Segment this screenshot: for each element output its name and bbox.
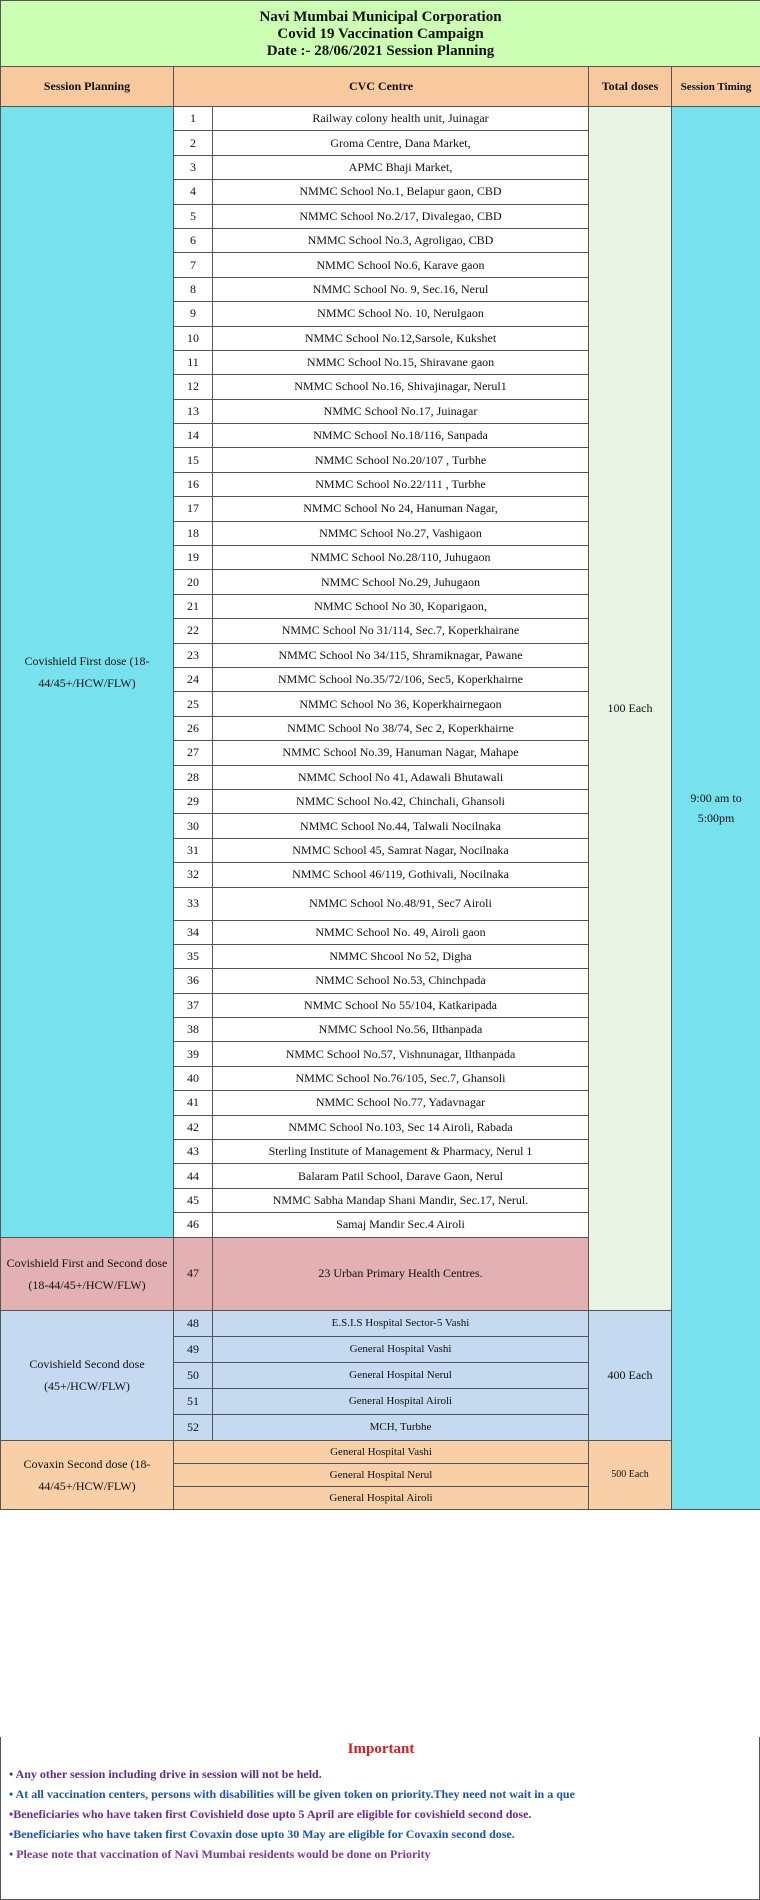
centre-name: NMMC School No.53, Chinchpada xyxy=(213,969,589,993)
centre-name: NMMC School No.18/116, Sanpada xyxy=(213,424,589,448)
centre-name: NMMC School No.35/72/106, Sec5, Koperkhairne xyxy=(213,667,589,691)
note-item: • At all vaccination centers, persons with disabilities will be given token on priority.They need not wait in a que xyxy=(9,1787,575,1801)
centre-number: 12 xyxy=(174,375,213,399)
centre-name: NMMC School No.103, Sec 14 Airoli, Rabada xyxy=(213,1115,589,1139)
group-covishield-first-second-dose: Covishield First and Second dose (18-44/45+/HCW/FLW) xyxy=(1,1237,174,1310)
centre-number: 2 xyxy=(174,131,213,155)
covaxin-centre-name: General Hospital Vashi xyxy=(174,1440,589,1463)
centre-number: 26 xyxy=(174,716,213,740)
centre-name: NMMC School No.15, Shiravane gaon xyxy=(213,350,589,374)
centre-name: NMMC School No.28/110, Juhugaon xyxy=(213,546,589,570)
centre-number: 6 xyxy=(174,228,213,252)
doses-500-each: 500 Each xyxy=(589,1440,672,1509)
centre-number: 50 xyxy=(174,1362,213,1388)
centre-number: 30 xyxy=(174,814,213,838)
centre-number: 29 xyxy=(174,789,213,813)
centre-name: NMMC School No 36, Koperkhairnegaon xyxy=(213,692,589,716)
centre-number: 51 xyxy=(174,1388,213,1414)
centre-number: 45 xyxy=(174,1188,213,1212)
centre-number: 19 xyxy=(174,546,213,570)
centre-number: 1 xyxy=(174,107,213,131)
centre-number: 52 xyxy=(174,1414,213,1440)
centre-number: 5 xyxy=(174,204,213,228)
centre-number: 21 xyxy=(174,594,213,618)
centre-number: 15 xyxy=(174,448,213,472)
centre-number: 11 xyxy=(174,350,213,374)
centre-name: NMMC School No.29, Juhugaon xyxy=(213,570,589,594)
centre-name: NMMC School No.48/91, Sec7 Airoli xyxy=(213,887,589,920)
centre-name: NMMC Sabha Mandap Shani Mandir, Sec.17, Nerul. xyxy=(213,1188,589,1212)
table-row xyxy=(1,107,760,131)
centre-number: 43 xyxy=(174,1140,213,1164)
centre-name: NMMC School No.16, Shivajinagar, Nerul1 xyxy=(213,375,589,399)
centre-name: NMMC School No. 9, Sec.16, Nerul xyxy=(213,277,589,301)
centre-name: NMMC School No.39, Hanuman Nagar, Mahape xyxy=(213,741,589,765)
centre-number: 7 xyxy=(174,253,213,277)
col-session-timing: Session Timing xyxy=(672,67,760,107)
centre-name: General Hospital Nerul xyxy=(213,1362,589,1388)
table-row xyxy=(1,1440,760,1463)
note-item: • Please note that vaccination of Navi Mumbai residents would be done on Priority xyxy=(9,1847,431,1861)
centre-number: 27 xyxy=(174,741,213,765)
centre-name: NMMC School No.77, Yadavnagar xyxy=(213,1091,589,1115)
centre-name: General Hospital Airoli xyxy=(213,1388,589,1414)
centre-number: 22 xyxy=(174,619,213,643)
col-session-planning: Session Planning xyxy=(1,67,174,107)
centre-number: 31 xyxy=(174,838,213,862)
centre-number: 47 xyxy=(174,1237,213,1310)
covaxin-centre-name: General Hospital Nerul xyxy=(174,1463,589,1486)
note-item: •Beneficiaries who have taken first Covishield dose upto 5 April are eligible for covishield second dose. xyxy=(9,1807,532,1821)
title-line-1: Navi Mumbai Municipal Corporation xyxy=(259,8,502,25)
title-line-2: Covid 19 Vaccination Campaign xyxy=(277,25,484,42)
centre-number: 49 xyxy=(174,1336,213,1362)
centre-name: NMMC School No.56, Ilthanpada xyxy=(213,1018,589,1042)
centre-number: 25 xyxy=(174,692,213,716)
centre-name: NMMC School No.22/111 , Turbhe xyxy=(213,472,589,496)
centre-name: NMMC School 45, Samrat Nagar, Nocilnaka xyxy=(213,838,589,862)
centre-number: 14 xyxy=(174,424,213,448)
centre-name: NMMC School No.44, Talwali Nocilnaka xyxy=(213,814,589,838)
centre-name: NMMC School No.42, Chinchali, Ghansoli xyxy=(213,789,589,813)
centre-name: NMMC School No.27, Vashigaon xyxy=(213,521,589,545)
centre-number: 39 xyxy=(174,1042,213,1066)
important-notes xyxy=(0,1737,760,1900)
centre-name: 23 Urban Primary Health Centres. xyxy=(213,1237,589,1310)
centre-number: 28 xyxy=(174,765,213,789)
centre-number: 9 xyxy=(174,302,213,326)
centre-number: 35 xyxy=(174,944,213,968)
note-item: •Beneficiaries who have taken first Covaxin dose upto 30 May are eligible for Covaxin second dose. xyxy=(9,1827,515,1841)
centre-name: Balaram Patil School, Darave Gaon, Nerul xyxy=(213,1164,589,1188)
centre-number: 36 xyxy=(174,969,213,993)
col-total-doses: Total doses xyxy=(589,67,672,107)
centre-number: 10 xyxy=(174,326,213,350)
centre-name: NMMC School No.76/105, Sec.7, Ghansoli xyxy=(213,1066,589,1090)
centre-name: NMMC School No. 49, Airoli gaon xyxy=(213,920,589,944)
centre-name: APMC Bhaji Market, xyxy=(213,155,589,179)
centre-number: 40 xyxy=(174,1066,213,1090)
centre-name: NMMC School No 24, Hanuman Nagar, xyxy=(213,497,589,521)
note-item: • Any other session including drive in session will not be held. xyxy=(9,1767,322,1781)
centre-name: E.S.I.S Hospital Sector-5 Vashi xyxy=(213,1310,589,1336)
page-title xyxy=(1,1,760,67)
doses-400-each: 400 Each xyxy=(589,1310,672,1440)
centre-name: NMMC School No.57, Vishnunagar, Ilthanpada xyxy=(213,1042,589,1066)
centre-name: Groma Centre, Dana Market, xyxy=(213,131,589,155)
centre-name: NMMC School No.1, Belapur gaon, CBD xyxy=(213,180,589,204)
centre-name: NMMC School No.2/17, Divalegao, CBD xyxy=(213,204,589,228)
centre-name: NMMC School No.6, Karave gaon xyxy=(213,253,589,277)
col-cvc-centre: CVC Centre xyxy=(174,67,589,107)
title-line-3: Date :- 28/06/2021 Session Planning xyxy=(266,42,495,59)
centre-number: 8 xyxy=(174,277,213,301)
centre-name: NMMC School No 55/104, Katkaripada xyxy=(213,993,589,1017)
centre-number: 3 xyxy=(174,155,213,179)
centre-number: 33 xyxy=(174,887,213,920)
centre-number: 48 xyxy=(174,1310,213,1336)
centre-name: General Hospital Vashi xyxy=(213,1336,589,1362)
centre-name: NMMC School No.17, Juinagar xyxy=(213,399,589,423)
group-covishield-first-dose: Covishield First dose (18-44/45+/HCW/FLW) xyxy=(1,107,174,1238)
doses-100-each: 100 Each xyxy=(589,107,672,1311)
centre-number: 38 xyxy=(174,1018,213,1042)
centre-name: NMMC School No 31/114, Sec.7, Koperkhairane xyxy=(213,619,589,643)
centre-name: Samaj Mandir Sec.4 Airoli xyxy=(213,1213,589,1237)
group-covaxin-second-dose: Covaxin Second dose (18-44/45+/HCW/FLW) xyxy=(1,1440,174,1509)
centre-name: NMMC School No. 10, Nerulgaon xyxy=(213,302,589,326)
centre-name: NMMC School No 34/115, Shramiknagar, Pawane xyxy=(213,643,589,667)
centre-name: NMMC School No 38/74, Sec 2, Koperkhairne xyxy=(213,716,589,740)
centre-name: NMMC School No.12,Sarsole, Kukshet xyxy=(213,326,589,350)
centre-name: Sterling Institute of Management & Pharmacy, Nerul 1 xyxy=(213,1140,589,1164)
centre-number: 20 xyxy=(174,570,213,594)
centre-number: 32 xyxy=(174,863,213,887)
centre-name: NMMC School No 30, Koparigaon, xyxy=(213,594,589,618)
centre-name: NMMC School No 41, Adawali Bhutawali xyxy=(213,765,589,789)
centre-name: Railway colony health unit, Juinagar xyxy=(213,107,589,131)
centre-number: 46 xyxy=(174,1213,213,1237)
centre-number: 23 xyxy=(174,643,213,667)
centre-number: 16 xyxy=(174,472,213,496)
centre-name: NMMC School 46/119, Gothivali, Nocilnaka xyxy=(213,863,589,887)
covaxin-centre-name: General Hospital Airoli xyxy=(174,1486,589,1509)
centre-number: 4 xyxy=(174,180,213,204)
centre-name: MCH, Turbhe xyxy=(213,1414,589,1440)
centre-number: 17 xyxy=(174,497,213,521)
centre-name: NMMC School No.3, Agroligao, CBD xyxy=(213,228,589,252)
table-row xyxy=(1,1310,760,1336)
column-header-row xyxy=(1,67,760,107)
centre-number: 18 xyxy=(174,521,213,545)
centre-number: 44 xyxy=(174,1164,213,1188)
session-timing-value: 9:00 am to 5:00pm xyxy=(672,107,760,1510)
centre-number: 37 xyxy=(174,993,213,1017)
centre-number: 41 xyxy=(174,1091,213,1115)
notes-title: Important xyxy=(347,1741,415,1757)
centre-number: 34 xyxy=(174,920,213,944)
centre-name: NMMC School No.20/107 , Turbhe xyxy=(213,448,589,472)
group-covishield-second-dose: Covishield Second dose (45+/HCW/FLW) xyxy=(1,1310,174,1440)
centre-number: 42 xyxy=(174,1115,213,1139)
centre-name: NMMC Shcool No 52, Digha xyxy=(213,944,589,968)
centre-number: 24 xyxy=(174,667,213,691)
centre-number: 13 xyxy=(174,399,213,423)
